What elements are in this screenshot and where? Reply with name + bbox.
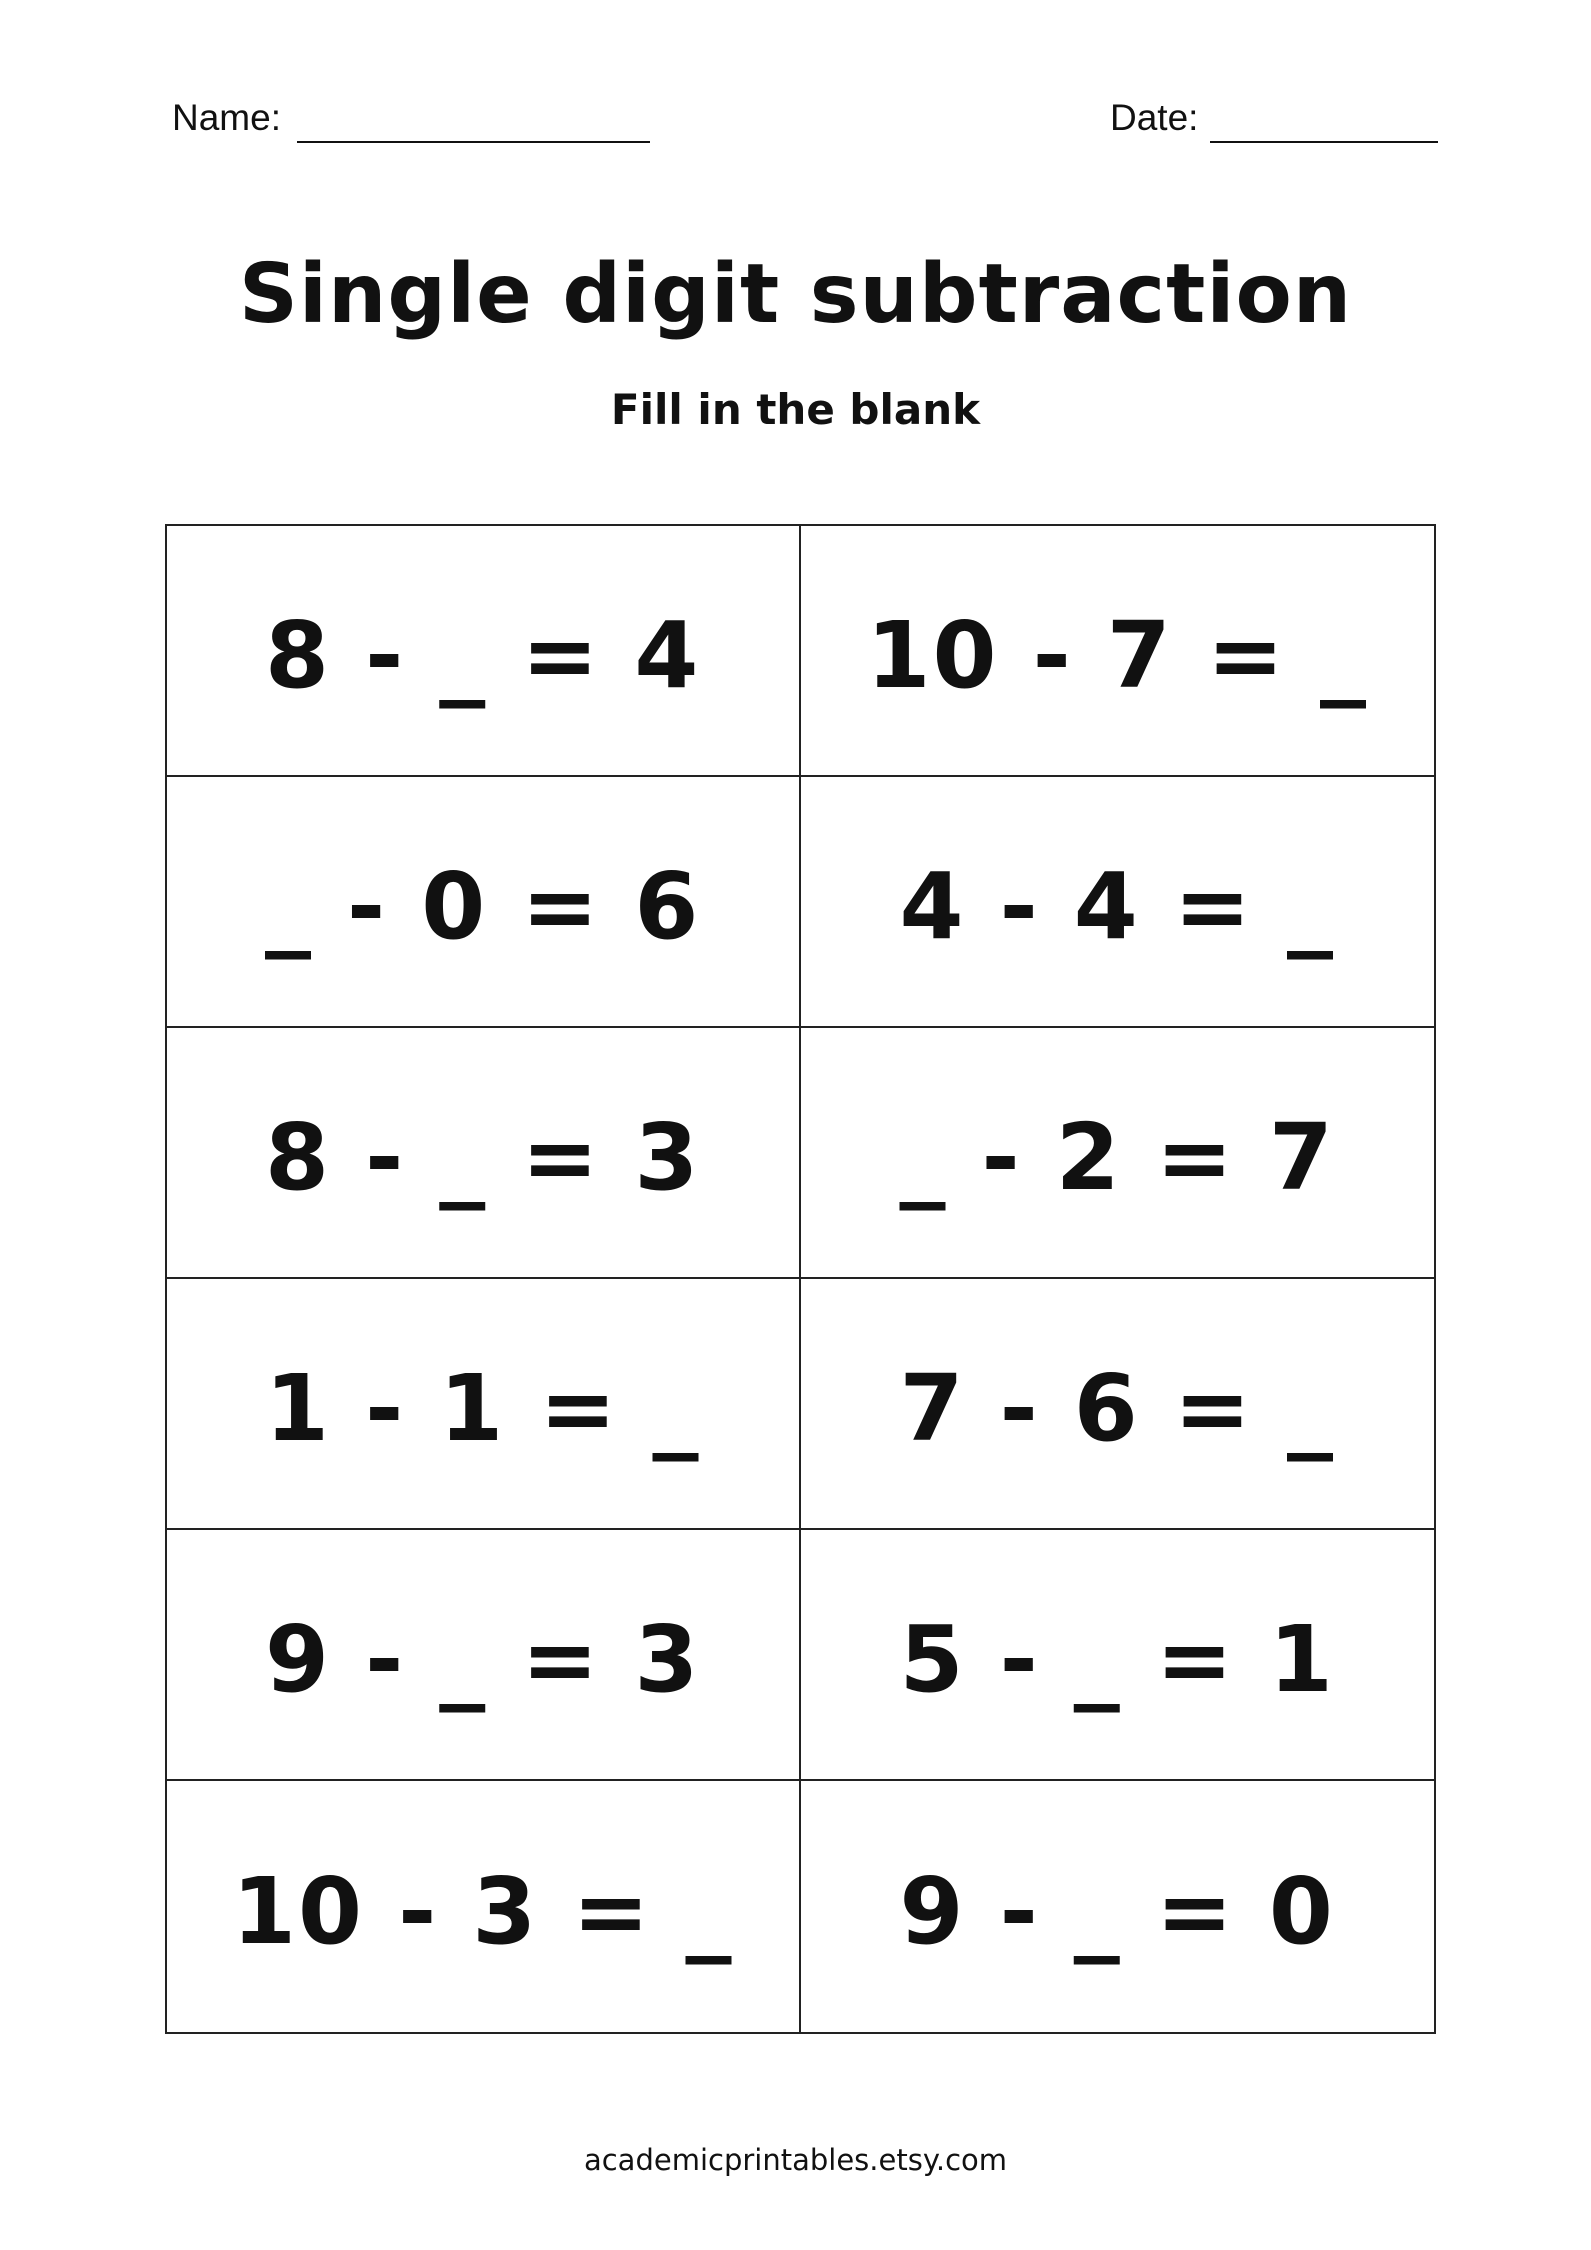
date-label: Date: [1110,97,1199,138]
problem-equation: _ - 0 = 6 [265,853,701,960]
worksheet-title: Single digit subtraction [238,247,1353,342]
name-blank-line [297,141,650,143]
problem-equation: 9 - _ = 0 [899,1858,1335,1965]
footer-url: academicprintables.etsy.com [583,2143,1008,2177]
problem-equation: 1 - 1 = _ [265,1355,701,1462]
date-blank-line [1210,141,1438,143]
problem-cell [167,1028,801,1279]
problem-cell [801,526,1435,777]
problem-cell [801,1781,1435,2032]
problem-cell [167,526,801,777]
problem-equation: 10 - 7 = _ [866,602,1368,709]
problem-grid [165,524,1436,2034]
problem-cell [167,1781,801,2032]
problem-equation: 4 - 4 = _ [899,853,1335,960]
problem-cell [167,1530,801,1781]
problem-cell [167,777,801,1028]
problem-cell [801,1028,1435,1279]
problem-cell [801,1530,1435,1781]
name-label: Name: [172,97,281,138]
problem-cell [167,1279,801,1530]
problem-equation: 7 - 6 = _ [899,1355,1335,1462]
worksheet-subtitle: Fill in the blank [610,385,981,434]
problem-equation: 10 - 3 = _ [232,1858,734,1965]
problem-equation: 5 - _ = 1 [899,1606,1335,1713]
problem-equation: _ - 2 = 7 [899,1104,1335,1211]
problem-equation: 8 - _ = 3 [265,1104,701,1211]
problem-cell [801,777,1435,1028]
problem-cell [801,1279,1435,1530]
problem-equation: 8 - _ = 4 [265,602,701,709]
problem-equation: 9 - _ = 3 [265,1606,701,1713]
